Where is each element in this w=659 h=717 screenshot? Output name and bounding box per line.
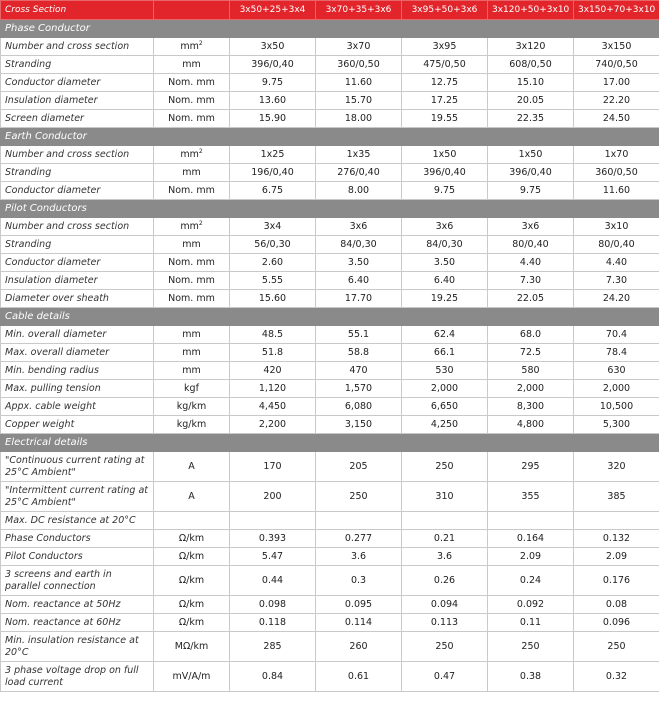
- table-row: [1, 566, 659, 596]
- table-row: [1, 614, 659, 632]
- unit-text: mm: [182, 238, 201, 250]
- value-cell: 0.24: [488, 566, 574, 596]
- row-label: Stranding: [1, 164, 154, 182]
- value-cell: 0.113: [402, 614, 488, 632]
- value-cell: 18.00: [316, 110, 402, 128]
- unit-text: Ω/km: [178, 616, 205, 628]
- value-cell: 396/0,40: [230, 56, 316, 74]
- unit-text: Ω/km: [178, 598, 205, 610]
- table-row: [1, 236, 659, 254]
- value-cell: 56/0,30: [230, 236, 316, 254]
- table-row: [1, 416, 659, 434]
- value-cell: 396/0,40: [402, 164, 488, 182]
- row-label: Min. overall diameter: [1, 326, 154, 344]
- value-cell: 3x50: [230, 38, 316, 56]
- table-row: [1, 56, 659, 74]
- header-column: 3x150+70+3x10: [574, 1, 659, 20]
- value-cell: 62.4: [402, 326, 488, 344]
- row-label: Max. DC resistance at 20°C: [1, 512, 154, 530]
- value-cell: 6,650: [402, 398, 488, 416]
- unit-text: kg/km: [176, 418, 207, 430]
- value-cell: 9.75: [402, 182, 488, 200]
- unit-text: mm: [180, 40, 199, 52]
- header-column: 3x120+50+3x10: [488, 1, 574, 20]
- value-cell: 630: [574, 362, 659, 380]
- row-unit: [154, 218, 230, 236]
- row-label: Screen diameter: [1, 110, 154, 128]
- unit-text: Nom. mm: [168, 184, 215, 196]
- value-cell: 740/0,50: [574, 56, 659, 74]
- value-cell: 9.75: [230, 74, 316, 92]
- row-unit: [154, 566, 230, 596]
- value-cell: 7.30: [574, 272, 659, 290]
- row-unit: [154, 662, 230, 692]
- value-cell: 250: [488, 632, 574, 662]
- value-cell: 360/0,50: [316, 56, 402, 74]
- value-cell: 3.6: [402, 548, 488, 566]
- value-cell: 22.05: [488, 290, 574, 308]
- value-cell: 11.60: [316, 74, 402, 92]
- unit-superscript: 2: [198, 147, 203, 155]
- row-label: Max. pulling tension: [1, 380, 154, 398]
- table-row: [1, 218, 659, 236]
- row-label: Conductor diameter: [1, 74, 154, 92]
- row-label: "Continuous current rating at 25°C Ambient": [1, 452, 154, 482]
- row-label: Nom. reactance at 60Hz: [1, 614, 154, 632]
- row-unit: [154, 92, 230, 110]
- section-header-row: [1, 434, 659, 452]
- value-cell: 0.095: [316, 596, 402, 614]
- row-label: "Intermittent current rating at 25°C Ambient": [1, 482, 154, 512]
- value-cell: 0.118: [230, 614, 316, 632]
- value-cell: 3x150: [574, 38, 659, 56]
- unit-text: kg/km: [176, 400, 207, 412]
- value-cell: 0.3: [316, 566, 402, 596]
- value-cell: 3x70: [316, 38, 402, 56]
- value-cell: 250: [574, 632, 659, 662]
- value-cell: 3.50: [316, 254, 402, 272]
- unit-text: Nom. mm: [168, 94, 215, 106]
- value-cell: 58.8: [316, 344, 402, 362]
- value-cell: 24.20: [574, 290, 659, 308]
- table-row: [1, 596, 659, 614]
- value-cell: 78.4: [574, 344, 659, 362]
- unit-text: Ω/km: [178, 574, 205, 586]
- header-unit-cell: [154, 1, 230, 20]
- row-unit: [154, 182, 230, 200]
- value-cell: [402, 512, 488, 530]
- value-cell: 22.20: [574, 92, 659, 110]
- row-unit: [154, 38, 230, 56]
- value-cell: 17.70: [316, 290, 402, 308]
- value-cell: 1x35: [316, 146, 402, 164]
- value-cell: [230, 512, 316, 530]
- value-cell: 355: [488, 482, 574, 512]
- section-title: Earth Conductor: [1, 128, 659, 146]
- value-cell: 1x50: [488, 146, 574, 164]
- row-label: Copper weight: [1, 416, 154, 434]
- value-cell: [574, 512, 659, 530]
- value-cell: 5.55: [230, 272, 316, 290]
- value-cell: 17.00: [574, 74, 659, 92]
- table-row: [1, 110, 659, 128]
- value-cell: 51.8: [230, 344, 316, 362]
- value-cell: 0.277: [316, 530, 402, 548]
- section-header-row: [1, 200, 659, 218]
- value-cell: 80/0,40: [574, 236, 659, 254]
- unit-text: Ω/km: [178, 550, 205, 562]
- row-label: Conductor diameter: [1, 254, 154, 272]
- table-row: [1, 164, 659, 182]
- row-label: Insulation diameter: [1, 272, 154, 290]
- table-row: [1, 452, 659, 482]
- value-cell: 5.47: [230, 548, 316, 566]
- value-cell: 1,120: [230, 380, 316, 398]
- value-cell: 15.90: [230, 110, 316, 128]
- value-cell: 580: [488, 362, 574, 380]
- row-unit: [154, 326, 230, 344]
- value-cell: 0.38: [488, 662, 574, 692]
- table-row: [1, 512, 659, 530]
- row-label: Max. overall diameter: [1, 344, 154, 362]
- value-cell: 19.25: [402, 290, 488, 308]
- value-cell: 250: [402, 452, 488, 482]
- row-label: Min. bending radius: [1, 362, 154, 380]
- value-cell: 608/0,50: [488, 56, 574, 74]
- value-cell: 84/0,30: [316, 236, 402, 254]
- value-cell: 15.60: [230, 290, 316, 308]
- row-label: Appx. cable weight: [1, 398, 154, 416]
- value-cell: 8,300: [488, 398, 574, 416]
- section-header-row: [1, 128, 659, 146]
- row-label: Stranding: [1, 56, 154, 74]
- row-unit: [154, 548, 230, 566]
- value-cell: 0.44: [230, 566, 316, 596]
- value-cell: 10,500: [574, 398, 659, 416]
- unit-text: mm: [182, 328, 201, 340]
- value-cell: 250: [402, 632, 488, 662]
- value-cell: 3x6: [316, 218, 402, 236]
- value-cell: 385: [574, 482, 659, 512]
- unit-superscript: 2: [198, 219, 203, 227]
- value-cell: 6.40: [402, 272, 488, 290]
- section-title: Phase Conductor: [1, 20, 659, 38]
- value-cell: 205: [316, 452, 402, 482]
- value-cell: 0.132: [574, 530, 659, 548]
- table-row: [1, 344, 659, 362]
- row-label: Number and cross section: [1, 146, 154, 164]
- value-cell: 3x6: [488, 218, 574, 236]
- row-label: Number and cross section: [1, 218, 154, 236]
- table-row: [1, 632, 659, 662]
- table-row: [1, 38, 659, 56]
- value-cell: 2.60: [230, 254, 316, 272]
- table-row: [1, 662, 659, 692]
- value-cell: 55.1: [316, 326, 402, 344]
- value-cell: 250: [316, 482, 402, 512]
- unit-text: mV/A/m: [172, 670, 211, 682]
- row-unit: [154, 56, 230, 74]
- header-column: 3x70+35+3x6: [316, 1, 402, 20]
- table-row: [1, 398, 659, 416]
- value-cell: 420: [230, 362, 316, 380]
- header-row: [1, 1, 659, 20]
- row-label: Stranding: [1, 236, 154, 254]
- value-cell: 3.6: [316, 548, 402, 566]
- value-cell: 6.40: [316, 272, 402, 290]
- table-row: [1, 254, 659, 272]
- value-cell: 0.32: [574, 662, 659, 692]
- value-cell: 4.40: [488, 254, 574, 272]
- row-unit: [154, 272, 230, 290]
- row-unit: [154, 344, 230, 362]
- value-cell: 530: [402, 362, 488, 380]
- value-cell: 276/0,40: [316, 164, 402, 182]
- unit-text: mm: [180, 148, 199, 160]
- value-cell: 4,250: [402, 416, 488, 434]
- unit-text: MΩ/km: [174, 640, 209, 652]
- value-cell: 2.09: [574, 548, 659, 566]
- row-unit: [154, 254, 230, 272]
- row-unit: [154, 164, 230, 182]
- unit-text: mm: [182, 58, 201, 70]
- unit-text: Nom. mm: [168, 292, 215, 304]
- value-cell: 2,200: [230, 416, 316, 434]
- row-unit: [154, 530, 230, 548]
- row-unit: [154, 452, 230, 482]
- value-cell: 1x50: [402, 146, 488, 164]
- unit-text: mm: [180, 220, 199, 232]
- value-cell: 4.40: [574, 254, 659, 272]
- table-row: [1, 92, 659, 110]
- cable-spec-body: [1, 1, 659, 692]
- value-cell: 15.10: [488, 74, 574, 92]
- value-cell: 2,000: [402, 380, 488, 398]
- value-cell: 70.4: [574, 326, 659, 344]
- value-cell: 3x6: [402, 218, 488, 236]
- row-unit: [154, 614, 230, 632]
- table-row: [1, 326, 659, 344]
- row-unit: [154, 74, 230, 92]
- value-cell: 17.25: [402, 92, 488, 110]
- value-cell: 84/0,30: [402, 236, 488, 254]
- table-row: [1, 380, 659, 398]
- value-cell: 470: [316, 362, 402, 380]
- value-cell: 360/0,50: [574, 164, 659, 182]
- value-cell: 9.75: [488, 182, 574, 200]
- value-cell: 48.5: [230, 326, 316, 344]
- value-cell: 66.1: [402, 344, 488, 362]
- value-cell: 72.5: [488, 344, 574, 362]
- value-cell: 4,800: [488, 416, 574, 434]
- row-unit: [154, 512, 230, 530]
- value-cell: 285: [230, 632, 316, 662]
- value-cell: 0.096: [574, 614, 659, 632]
- row-label: 3 screens and earth in parallel connection: [1, 566, 154, 596]
- table-row: [1, 530, 659, 548]
- table-row: [1, 146, 659, 164]
- value-cell: 0.393: [230, 530, 316, 548]
- value-cell: 1x70: [574, 146, 659, 164]
- value-cell: 0.098: [230, 596, 316, 614]
- row-label: 3 phase voltage drop on full load current: [1, 662, 154, 692]
- value-cell: 20.05: [488, 92, 574, 110]
- value-cell: 11.60: [574, 182, 659, 200]
- value-cell: 310: [402, 482, 488, 512]
- value-cell: 19.55: [402, 110, 488, 128]
- unit-text: mm: [182, 364, 201, 376]
- value-cell: 2.09: [488, 548, 574, 566]
- table-row: [1, 290, 659, 308]
- table-row: [1, 272, 659, 290]
- table-row: [1, 74, 659, 92]
- value-cell: 4,450: [230, 398, 316, 416]
- row-unit: [154, 632, 230, 662]
- row-label: Min. insulation resistance at 20°C: [1, 632, 154, 662]
- row-label: Pilot Conductors: [1, 548, 154, 566]
- value-cell: 6,080: [316, 398, 402, 416]
- value-cell: 15.70: [316, 92, 402, 110]
- unit-text: Nom. mm: [168, 256, 215, 268]
- value-cell: 80/0,40: [488, 236, 574, 254]
- unit-text: kgf: [184, 382, 199, 394]
- value-cell: 0.092: [488, 596, 574, 614]
- value-cell: 13.60: [230, 92, 316, 110]
- table-row: [1, 182, 659, 200]
- value-cell: 1x25: [230, 146, 316, 164]
- value-cell: 0.84: [230, 662, 316, 692]
- unit-text: Nom. mm: [168, 76, 215, 88]
- row-unit: [154, 146, 230, 164]
- value-cell: 3.50: [402, 254, 488, 272]
- value-cell: 320: [574, 452, 659, 482]
- value-cell: 8.00: [316, 182, 402, 200]
- value-cell: 7.30: [488, 272, 574, 290]
- unit-superscript: 2: [198, 39, 203, 47]
- value-cell: 1,570: [316, 380, 402, 398]
- unit-text: mm: [182, 346, 201, 358]
- row-unit: [154, 362, 230, 380]
- value-cell: [316, 512, 402, 530]
- value-cell: 0.08: [574, 596, 659, 614]
- value-cell: 3x4: [230, 218, 316, 236]
- value-cell: 3,150: [316, 416, 402, 434]
- row-unit: [154, 416, 230, 434]
- value-cell: 396/0,40: [488, 164, 574, 182]
- header-label: Cross Section: [1, 1, 154, 20]
- row-unit: [154, 398, 230, 416]
- value-cell: 0.114: [316, 614, 402, 632]
- section-title: Pilot Conductors: [1, 200, 659, 218]
- value-cell: 196/0,40: [230, 164, 316, 182]
- value-cell: 475/0,50: [402, 56, 488, 74]
- value-cell: 260: [316, 632, 402, 662]
- value-cell: 3x95: [402, 38, 488, 56]
- row-unit: [154, 290, 230, 308]
- value-cell: 0.61: [316, 662, 402, 692]
- row-unit: [154, 236, 230, 254]
- value-cell: [488, 512, 574, 530]
- row-label: Diameter over sheath: [1, 290, 154, 308]
- row-label: Number and cross section: [1, 38, 154, 56]
- value-cell: 0.176: [574, 566, 659, 596]
- unit-text: A: [188, 460, 195, 472]
- value-cell: 5,300: [574, 416, 659, 434]
- row-label: Insulation diameter: [1, 92, 154, 110]
- value-cell: 12.75: [402, 74, 488, 92]
- row-unit: [154, 596, 230, 614]
- value-cell: 22.35: [488, 110, 574, 128]
- value-cell: 68.0: [488, 326, 574, 344]
- value-cell: 6.75: [230, 182, 316, 200]
- value-cell: 0.164: [488, 530, 574, 548]
- header-column: 3x50+25+3x4: [230, 1, 316, 20]
- row-unit: [154, 482, 230, 512]
- unit-text: Ω/km: [178, 532, 205, 544]
- row-label: Conductor diameter: [1, 182, 154, 200]
- section-header-row: [1, 20, 659, 38]
- table-row: [1, 362, 659, 380]
- value-cell: 0.094: [402, 596, 488, 614]
- unit-text: A: [188, 490, 195, 502]
- value-cell: 0.11: [488, 614, 574, 632]
- section-title: Electrical details: [1, 434, 659, 452]
- value-cell: 0.47: [402, 662, 488, 692]
- table-row: [1, 548, 659, 566]
- value-cell: 170: [230, 452, 316, 482]
- value-cell: 3x120: [488, 38, 574, 56]
- value-cell: 295: [488, 452, 574, 482]
- value-cell: 3x10: [574, 218, 659, 236]
- section-title: Cable details: [1, 308, 659, 326]
- value-cell: 200: [230, 482, 316, 512]
- table-row: [1, 482, 659, 512]
- row-label: Nom. reactance at 50Hz: [1, 596, 154, 614]
- value-cell: 0.26: [402, 566, 488, 596]
- unit-text: Nom. mm: [168, 274, 215, 286]
- value-cell: 24.50: [574, 110, 659, 128]
- row-unit: [154, 110, 230, 128]
- unit-text: mm: [182, 166, 201, 178]
- header-column: 3x95+50+3x6: [402, 1, 488, 20]
- value-cell: 2,000: [488, 380, 574, 398]
- section-header-row: [1, 308, 659, 326]
- row-unit: [154, 380, 230, 398]
- value-cell: 2,000: [574, 380, 659, 398]
- row-label: Phase Conductors: [1, 530, 154, 548]
- unit-text: Nom. mm: [168, 112, 215, 124]
- value-cell: 0.21: [402, 530, 488, 548]
